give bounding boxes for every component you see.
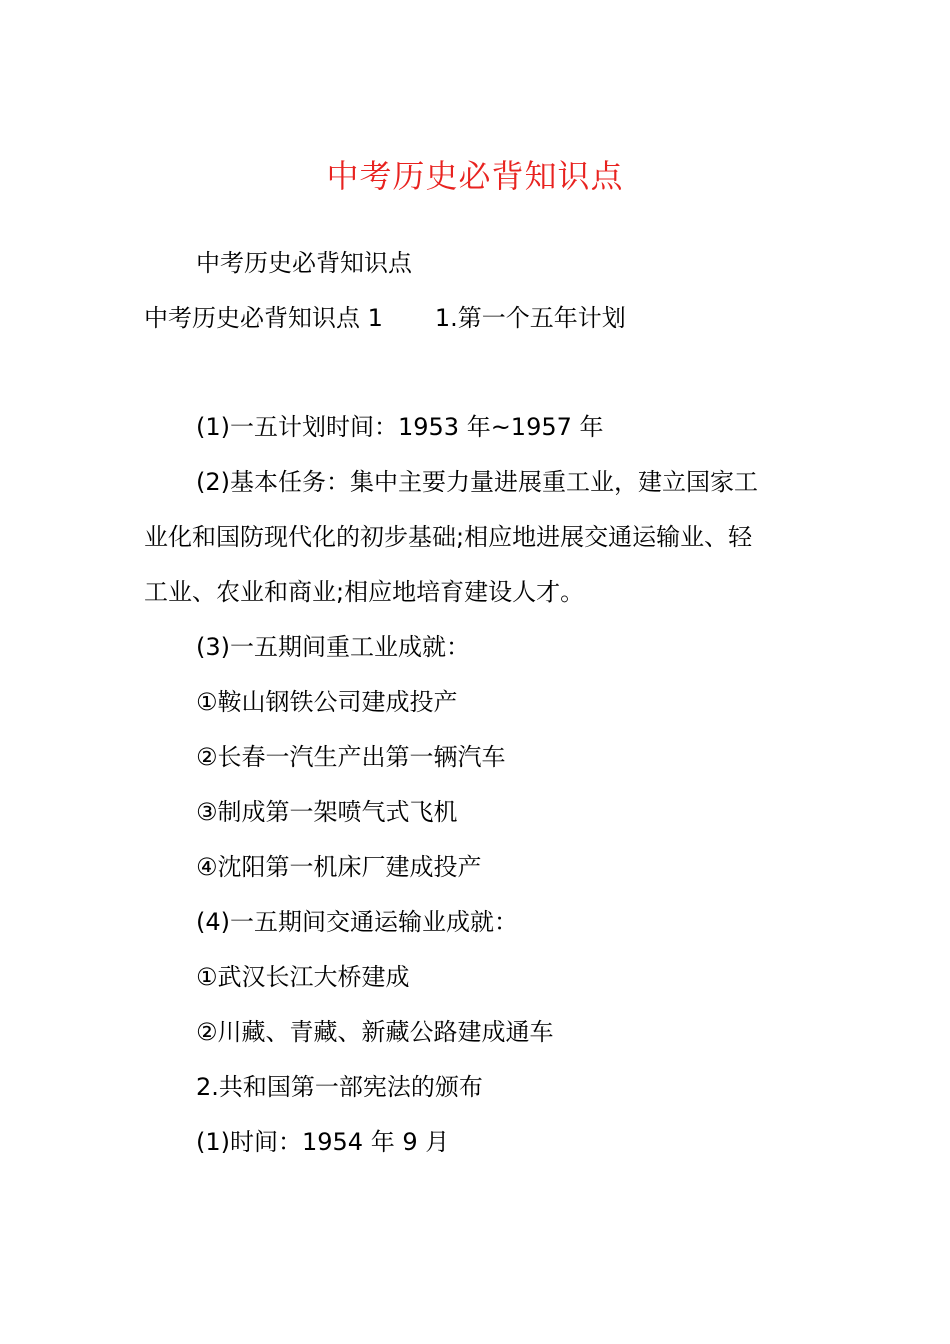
intro-line	[144, 291, 794, 346]
section-1-heading: 1.第一个五年计划	[434, 304, 626, 332]
task-line-1: (2)基本任务：集中主要力量进展重工业，建立国家工	[196, 468, 758, 496]
document-body	[144, 236, 794, 1170]
heavy-item: ④沈阳第一机床厂建成投产	[196, 853, 482, 881]
heavy-industry-heading: (3)一五期间重工业成就：	[196, 633, 470, 661]
heavy-item: ②长春一汽生产出第一辆汽车	[196, 743, 506, 771]
document-title: 中考历史必背知识点	[326, 157, 624, 195]
transport-item: ①武汉长江大桥建成	[196, 963, 410, 991]
intro-heading: 中考历史必背知识点 1	[144, 304, 383, 332]
constitution-time: (1)时间：1954 年 9 月	[196, 1128, 450, 1156]
transport-item: ②川藏、青藏、新藏公路建成通车	[196, 1018, 554, 1046]
subtitle: 中考历史必背知识点	[196, 249, 412, 277]
blank-line	[144, 346, 794, 400]
transport-heading: (4)一五期间交通运输业成就：	[196, 908, 518, 936]
task-line-3: 工业、农业和商业;相应地培育建设人才。	[144, 578, 585, 606]
heavy-item: ③制成第一架喷气式飞机	[196, 798, 458, 826]
heavy-item: ①鞍山钢铁公司建成投产	[196, 688, 458, 716]
constitution-heading: 2.共和国第一部宪法的颁布	[196, 1073, 483, 1101]
plan-time: (1)一五计划时间：1953 年~1957 年	[196, 413, 604, 441]
task-line-2: 业化和国防现代化的初步基础;相应地进展交通运输业、轻	[144, 523, 753, 551]
